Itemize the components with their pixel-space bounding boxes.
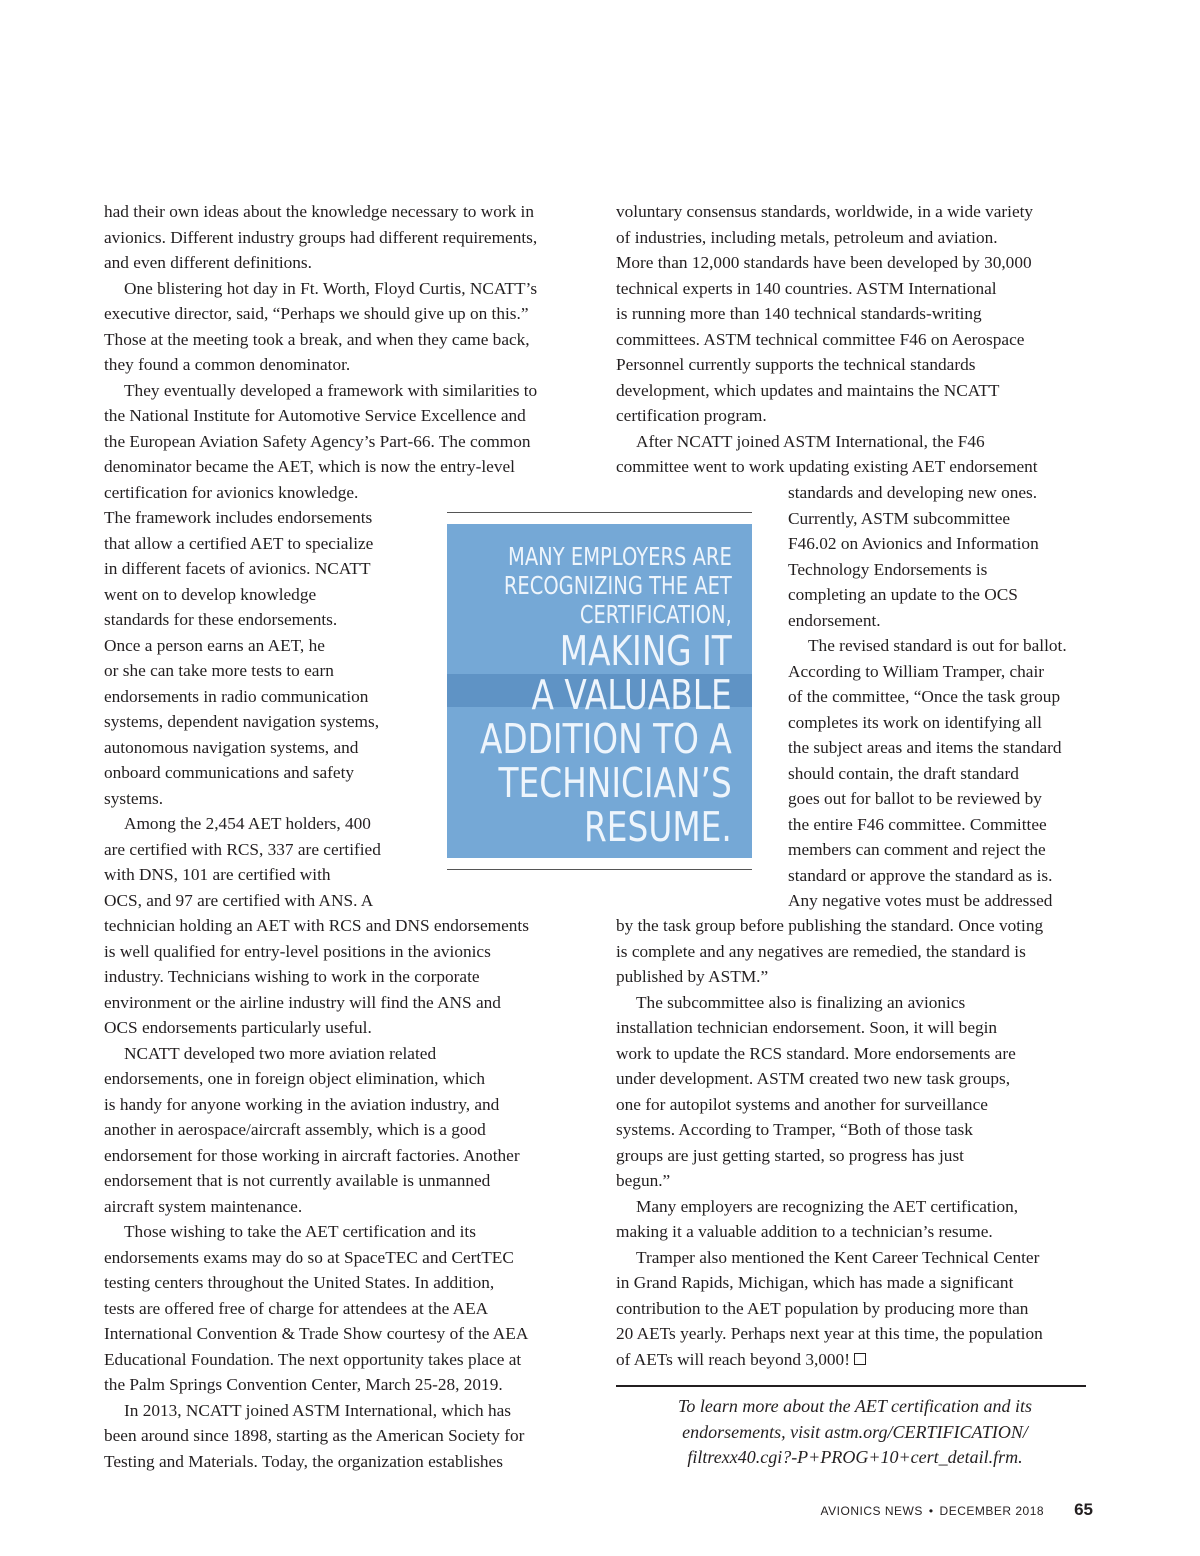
left-column-wrap: [104, 505, 381, 913]
text-line: in Grand Rapids, Michigan, which has made a significant: [616, 1273, 1014, 1292]
pull-quote-text: [447, 542, 732, 849]
text-line: voluntary consensus standards, worldwide, in a wide variety: [616, 202, 1034, 221]
text-line: Many employers are recognizing the AET certification,: [636, 1196, 1019, 1216]
right-column-top: [616, 199, 1038, 480]
text-line: OCS endorsements particularly useful.: [104, 1018, 372, 1037]
text-line: onboard communications and safety: [104, 763, 355, 782]
text-line: are certified with RCS, 337 are certified: [104, 839, 381, 859]
text-line: of industries, including metals, petroleum and aviation.: [616, 227, 998, 247]
text-line: denominator became the AET, which is now the entry-level: [104, 457, 515, 476]
text-line: in different facets of avionics. NCATT: [104, 559, 371, 578]
text-line: One blistering hot day in Ft. Worth, Floyd Curtis, NCATT’s: [124, 278, 538, 298]
text-line: had their own ideas about the knowledge necessary to work in: [104, 202, 534, 221]
text-line: by the task group before publishing the standard. Once voting: [616, 916, 1044, 935]
text-line: Technology Endorsements is: [788, 559, 988, 579]
text-line: development, which updates and maintains the NCATT: [616, 380, 1000, 400]
text-line: 20 AETs yearly. Perhaps next year at this time, the population: [616, 1324, 1043, 1343]
text-line: is running more than 140 technical standards-writing: [616, 304, 982, 323]
text-line: or she can take more tests to earn: [104, 661, 334, 680]
text-line: endorsements in radio communication: [104, 686, 369, 706]
text-line: of the committee, “Once the task group: [788, 687, 1061, 706]
page-number: 65: [1074, 1500, 1093, 1519]
text-line: According to William Tramper, chair: [788, 661, 1045, 681]
text-line: been around since 1898, starting as the American Society for: [104, 1426, 525, 1445]
left-column-top: [104, 199, 537, 505]
text-line: they found a common denominator.: [104, 355, 351, 374]
text-line: with DNS, 101 are certified with: [104, 865, 331, 884]
text-line: groups are just getting started, so progress has just: [616, 1145, 964, 1165]
note-rule: [616, 1385, 1086, 1387]
text-line: the entire F46 committee. Committee: [788, 814, 1047, 834]
text-line: is complete and any negatives are remedied, the standard is: [616, 941, 1026, 961]
text-line: Those at the meeting took a break, and when they came back,: [104, 329, 530, 349]
text-line: standards for these endorsements.: [104, 610, 338, 629]
pull-quote-line: RESUME.: [584, 803, 732, 851]
publication-name: AVIONICS NEWS: [820, 1504, 923, 1518]
pull-quote-line: CERTIFICATION,: [580, 600, 732, 629]
pull-quote-line: A VALUABLE: [531, 671, 732, 719]
learn-more-note: [617, 1394, 1093, 1471]
text-line: completing an update to the OCS: [788, 585, 1018, 604]
text-line: Once a person earns an AET, he: [104, 635, 325, 655]
text-line: the Palm Springs Convention Center, March 25-28, 2019.: [104, 1375, 503, 1394]
text-line: endorsements exams may do so at SpaceTEC and CertTEC: [104, 1247, 514, 1267]
text-line: committees. ASTM technical committee F46 on Aerospace: [616, 329, 1025, 349]
text-line: Currently, ASTM subcommittee: [788, 508, 1011, 528]
text-line: endorsement.: [788, 610, 881, 630]
text-line: OCS, and 97 are certified with ANS. A: [104, 890, 374, 910]
text-line: standards and developing new ones.: [788, 483, 1038, 502]
text-line: installation technician endorsement. Soon, it will begin: [616, 1018, 998, 1037]
text-line: International Convention & Trade Show courtesy of the AEA: [104, 1324, 529, 1343]
note-line: To learn more about the AET certification and its: [677, 1396, 1032, 1416]
text-line: is handy for anyone working in the aviation industry, and: [104, 1094, 500, 1114]
text-line: testing centers throughout the United States. In addition,: [104, 1273, 495, 1292]
text-line: Tramper also mentioned the Kent Career Technical Center: [636, 1247, 1040, 1267]
text-line: After NCATT joined ASTM International, the F46: [636, 431, 985, 451]
text-line: systems.: [104, 788, 164, 808]
text-line: committee went to work updating existing AET endorsement: [616, 457, 1038, 476]
pull-quote-line: RECOGNIZING THE AET: [504, 571, 732, 600]
text-line: More than 12,000 standards have been developed by 30,000: [616, 253, 1032, 272]
left-column-bottom: [104, 913, 529, 1474]
text-line: should contain, the draft standard: [788, 763, 1019, 783]
text-line: Among the 2,454 AET holders, 400: [124, 814, 371, 833]
issue-date: DECEMBER 2018: [939, 1504, 1045, 1518]
text-line: published by ASTM.”: [616, 967, 769, 986]
footer-separator: •: [928, 1504, 934, 1518]
text-line: the subject areas and items the standard: [788, 738, 1062, 757]
pull-quote-bottom-rule: [447, 869, 752, 870]
text-line: Educational Foundation. The next opportunity takes place at: [104, 1349, 522, 1369]
text-line: NCATT developed two more aviation related: [124, 1043, 437, 1063]
text-line: Testing and Materials. Today, the organization establishes: [104, 1451, 503, 1471]
text-line: making it a valuable addition to a technician’s resume.: [616, 1222, 993, 1241]
text-line: Those wishing to take the AET certification and its: [124, 1222, 476, 1241]
text-line: endorsements, one in foreign object elimination, which: [104, 1069, 486, 1088]
text-line: executive director, said, “Perhaps we should give up on this.”: [104, 304, 529, 323]
text-line: The framework includes endorsements: [104, 508, 373, 527]
text-line: completes its work on identifying all: [788, 712, 1042, 732]
page-footer: [821, 1500, 1093, 1520]
text-line: In 2013, NCATT joined ASTM International, which has: [124, 1400, 512, 1420]
text-line: environment or the airline industry will find the ANS and: [104, 992, 501, 1012]
text-line: of AETs will reach beyond 3,000!: [616, 1347, 1043, 1373]
pull-quote: [447, 524, 752, 858]
text-line: the National Institute for Automotive Service Excellence and: [104, 406, 526, 425]
text-line: goes out for ballot to be reviewed by: [788, 789, 1042, 808]
text-line: the European Aviation Safety Agency’s Part-66. The common: [104, 431, 531, 451]
text-line: systems, dependent navigation systems,: [104, 712, 380, 731]
end-of-article-box-icon: [854, 1353, 866, 1365]
right-column-wrap: [788, 480, 1067, 914]
text-line: endorsement for those working in aircraft factories. Another: [104, 1145, 520, 1165]
text-line: and even different definitions.: [104, 253, 312, 272]
text-line: They eventually developed a framework with similarities to: [124, 380, 538, 400]
text-line: certification for avionics knowledge.: [104, 482, 359, 502]
text-line: certification program.: [616, 406, 767, 425]
pull-quote-line: MAKING IT: [559, 627, 732, 675]
note-line: filtrexx40.cgi?-P+PROG+10+cert_detail.frm.: [687, 1447, 1023, 1467]
text-line: Personnel currently supports the technical standards: [616, 355, 976, 374]
right-column-bottom: [616, 913, 1043, 1372]
pull-quote-line: TECHNICIAN’S: [498, 759, 732, 807]
text-line: autonomous navigation systems, and: [104, 737, 359, 757]
text-line: standard or approve the standard as is.: [788, 865, 1053, 885]
text-line: technical experts in 140 countries. ASTM International: [616, 278, 997, 298]
text-line: The subcommittee also is finalizing an avionics: [636, 992, 966, 1012]
text-line: is well qualified for entry-level positions in the avionics: [104, 941, 491, 961]
text-line: another in aerospace/aircraft assembly, which is a good: [104, 1120, 486, 1139]
text-line: work to update the RCS standard. More endorsements are: [616, 1043, 1016, 1063]
text-line: avionics. Different industry groups had different requirements,: [104, 227, 538, 247]
pull-quote-line: MANY EMPLOYERS ARE: [508, 542, 732, 571]
text-line: industry. Technicians wishing to work in the corporate: [104, 967, 480, 986]
text-line: The revised standard is out for ballot.: [808, 636, 1067, 655]
text-line: contribution to the AET population by producing more than: [616, 1298, 1029, 1318]
text-line: went on to develop knowledge: [104, 584, 317, 604]
text-line: members can comment and reject the: [788, 840, 1046, 859]
text-line: Any negative votes must be addressed: [788, 891, 1053, 910]
pull-quote-top-rule: [447, 512, 752, 513]
text-line: under development. ASTM created two new task groups,: [616, 1069, 1011, 1088]
text-line: aircraft system maintenance.: [104, 1196, 303, 1216]
text-line: technician holding an AET with RCS and DNS endorsements: [104, 916, 529, 935]
text-line: endorsement that is not currently available is unmanned: [104, 1171, 491, 1190]
text-line: tests are offered free of charge for attendees at the AEA: [104, 1298, 489, 1318]
pull-quote-line: ADDITION TO A: [480, 715, 732, 763]
text-line: that allow a certified AET to specialize: [104, 533, 374, 553]
text-line: systems. According to Tramper, “Both of those task: [616, 1120, 973, 1139]
text-line: one for autopilot systems and another for surveillance: [616, 1094, 988, 1114]
text-line: begun.”: [616, 1171, 671, 1190]
note-line: endorsements, visit astm.org/CERTIFICATION/: [682, 1421, 1028, 1442]
text-line: F46.02 on Avionics and Information: [788, 534, 1039, 553]
